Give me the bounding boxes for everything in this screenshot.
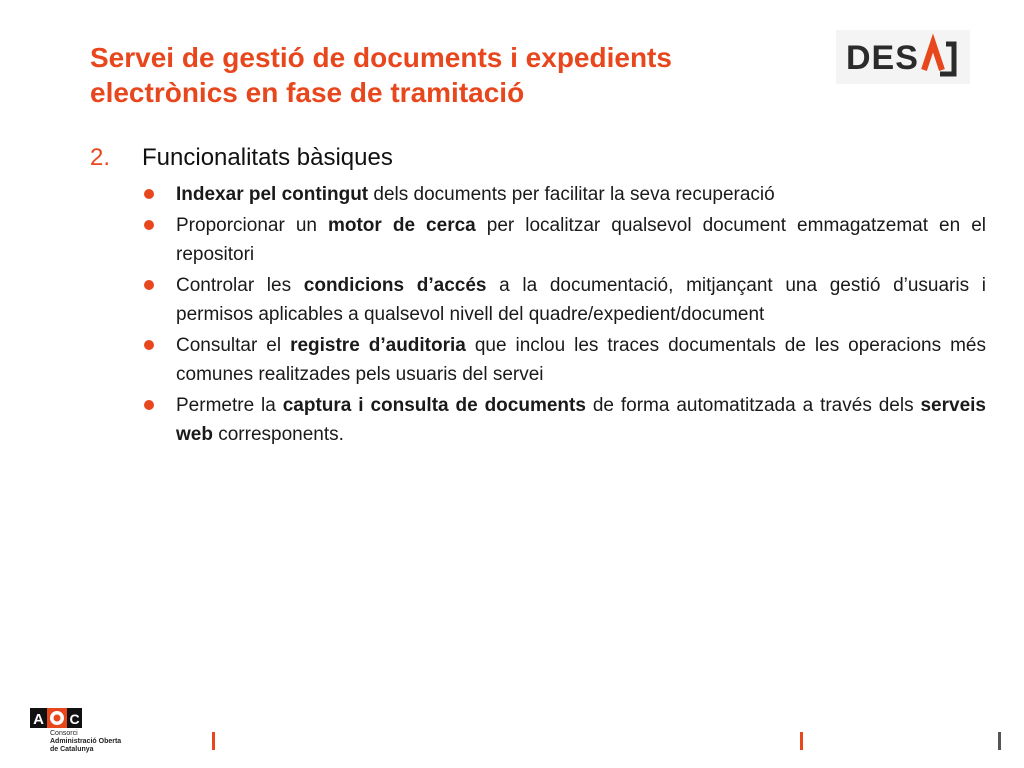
bullet-emphasis: serveis web [176, 395, 986, 445]
bullet-text: Controlar les [176, 275, 304, 296]
section-title: Funcionalitats bàsiques [142, 144, 393, 171]
aoc-caption-line: Administració Oberta [50, 738, 122, 745]
footer-divider [998, 732, 1001, 750]
bullet-emphasis: registre d’auditoria [290, 335, 466, 356]
slide-title-line-1: Servei de gestió de documents i expedients [90, 42, 672, 73]
aoc-caption-line: Consorci [50, 730, 78, 737]
bullet-item [140, 180, 986, 209]
bullet-item [140, 391, 986, 449]
aoc-caption [50, 730, 121, 754]
bullet-text: per localitzar qualsevol document emmagatzemat en el repositori [176, 215, 986, 265]
footer-divider [800, 732, 803, 750]
bullet-text: que inclou les traces documentals de les operacions més comunes realitzades pels usuaris del servei [176, 335, 986, 385]
svg-text:A: A [33, 711, 44, 728]
footer-divider [212, 732, 215, 750]
desa-logo [836, 30, 970, 84]
bullet-dot [144, 220, 154, 230]
bullet-dot [144, 189, 154, 199]
bullet-text: Proporcionar un [176, 215, 328, 236]
bullet-emphasis: captura i consulta de documents [282, 395, 586, 416]
bullet-text: de forma automatitzada a través dels [585, 395, 921, 416]
bullet-text: a la documentació, mitjançant una gestió d’usuaris i permisos aplicables a qualsevol nivell del quadre/expedient/document [176, 275, 986, 325]
bullet-item [140, 331, 986, 389]
bullet-item [140, 211, 986, 269]
bullet-text: Permetre la [176, 395, 283, 416]
bullet-text: corresponents. [212, 424, 344, 445]
svg-text:DES: DES [846, 39, 919, 77]
bullet-emphasis: condicions d’accés [303, 275, 487, 296]
bullet-dot [144, 280, 154, 290]
bullet-text: dels documents per facilitar la seva recuperació [368, 184, 775, 205]
bullet-emphasis: motor de cerca [327, 215, 476, 236]
slide-title [90, 40, 830, 110]
bullet-dot [144, 400, 154, 410]
bullet-emphasis: Indexar pel contingut [176, 184, 369, 205]
section-heading [90, 143, 990, 173]
bullet-item [140, 271, 986, 329]
bullet-list [140, 180, 986, 451]
bullet-text: Consultar el [176, 335, 291, 356]
svg-text:C: C [69, 711, 80, 727]
section-number: 2. [90, 144, 111, 171]
aoc-caption-line: de Catalunya [50, 746, 94, 753]
slide-title-line-2: electrònics en fase de tramitació [90, 77, 525, 108]
bullet-dot [144, 340, 154, 350]
